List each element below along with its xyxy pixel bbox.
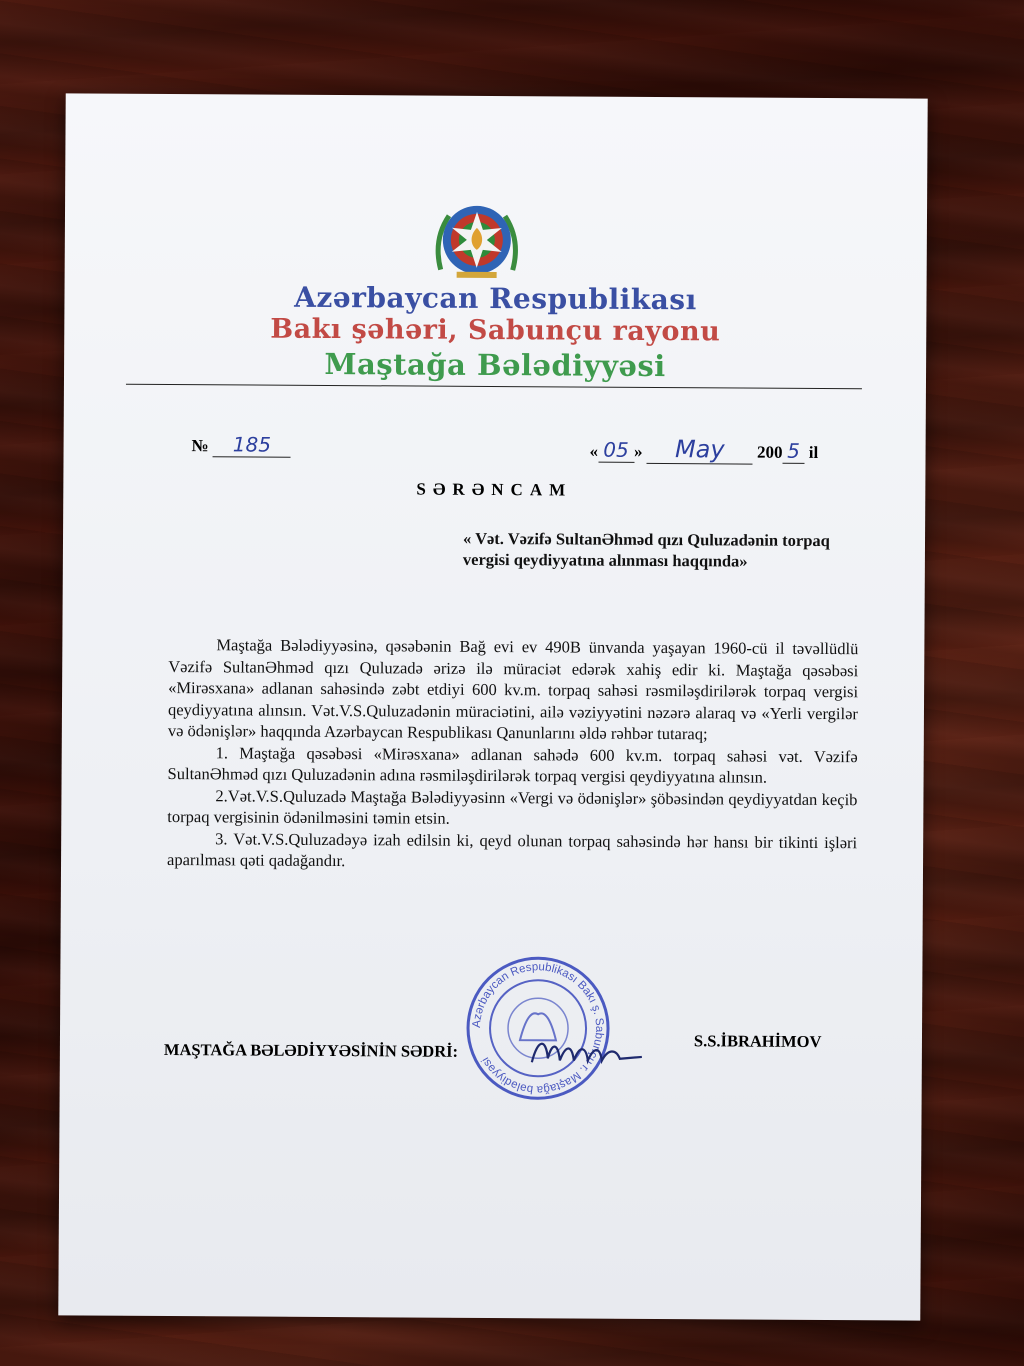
document-number (192, 432, 291, 458)
number-label: № (191, 436, 209, 456)
body-item-2: 2.Vət.V.S.Quluzadə Maştağa Bələdiyyəsinn «Vergi və ödənişlər» şöbəsindən qeydiyyatdan keçib torpaq vergisinin ödənilməsini təmin etsin. (167, 785, 858, 828)
body-item-3: 3. Vət.V.S.Quluzadəyə izah edilsin ki, qeyd olunan torpaq sahəsində hər hansı bir tikinti işləri aparılması qəti qadağandır. (167, 828, 858, 871)
date-day: 05 (598, 438, 634, 463)
number-value: 185 (213, 432, 291, 457)
header-city-district: Bakı şəhəri, Sabunçu rayonu (270, 313, 721, 348)
official-stamp-icon (464, 954, 613, 1103)
document-title: SƏRƏNCAM (416, 479, 573, 500)
date-year-suffix: 5 (782, 439, 804, 464)
header-divider (126, 384, 862, 389)
document-subject: « Vət. Vəzifə SultanƏhməd qızı Quluzadənin torpaq vergisi qeydiyyatına alınması haqqında» (462, 528, 830, 571)
stamp-text: Azərbaycan Respublikası Bakı ş. Sabunçu r. Maştağa bələdiyyəsi (470, 961, 606, 1096)
date-year-unit: il (808, 442, 819, 462)
document-sheet (58, 93, 927, 1320)
document-body (167, 634, 858, 875)
signatory-name: S.S.İBRAHİMOV (693, 1031, 822, 1052)
date-year-prefix: 200 (757, 442, 783, 462)
date-quote-open: « (589, 441, 599, 461)
state-emblem-icon (427, 200, 528, 285)
body-item-1: 1. Maştağa qəsəbəsi «Mirəsxana» adlanan sahədə 600 kv.m. torpaq sahəsi vət. Vəzifə SultanƏhməd qızı Quluzadənin adına rəsmiləşdirilərək torpaq vergisi qeydiyyatına alınsın. (167, 742, 858, 787)
signatory-position: MAŞTAĞA BƏLƏDİYYƏSİNİN SƏDRİ: (163, 1039, 459, 1061)
document-date (589, 435, 818, 465)
date-month: May (647, 435, 753, 465)
body-intro: Maştağa Bələdiyyəsinə, qəsəbənin Bağ evi ev 490B ünvanda yaşayan 1960-cü il təvəllüdlü Vəzifə SultanƏhməd qızı Quluzadə ərizə ilə müraciət edərək xahiş edir ki. Maştağa qəsəbəsi «Mirəsxana» adlanan sahəsində zəbt etdiyi 600 kv.m. torpaq sahəsi rəsmiləşdirilərək torpaq vergisi qeydiyyatına alınsın. Vət.V.S.Quluzadənin müraciətini, ailə vəziyyətini nəzərə alaraq və «Yerli vergilər və ödənişlər» haqqında Azərbaycan Respublikası Qanunlarını əldə rəhbər tutaraq; (167, 635, 859, 744)
date-quote-close: » (634, 441, 643, 461)
handwritten-signature-icon (528, 1032, 648, 1073)
header-municipality: Maştağa Bələdiyyəsi (324, 346, 666, 384)
header-country: Azərbaycan Respublikası (294, 280, 697, 317)
